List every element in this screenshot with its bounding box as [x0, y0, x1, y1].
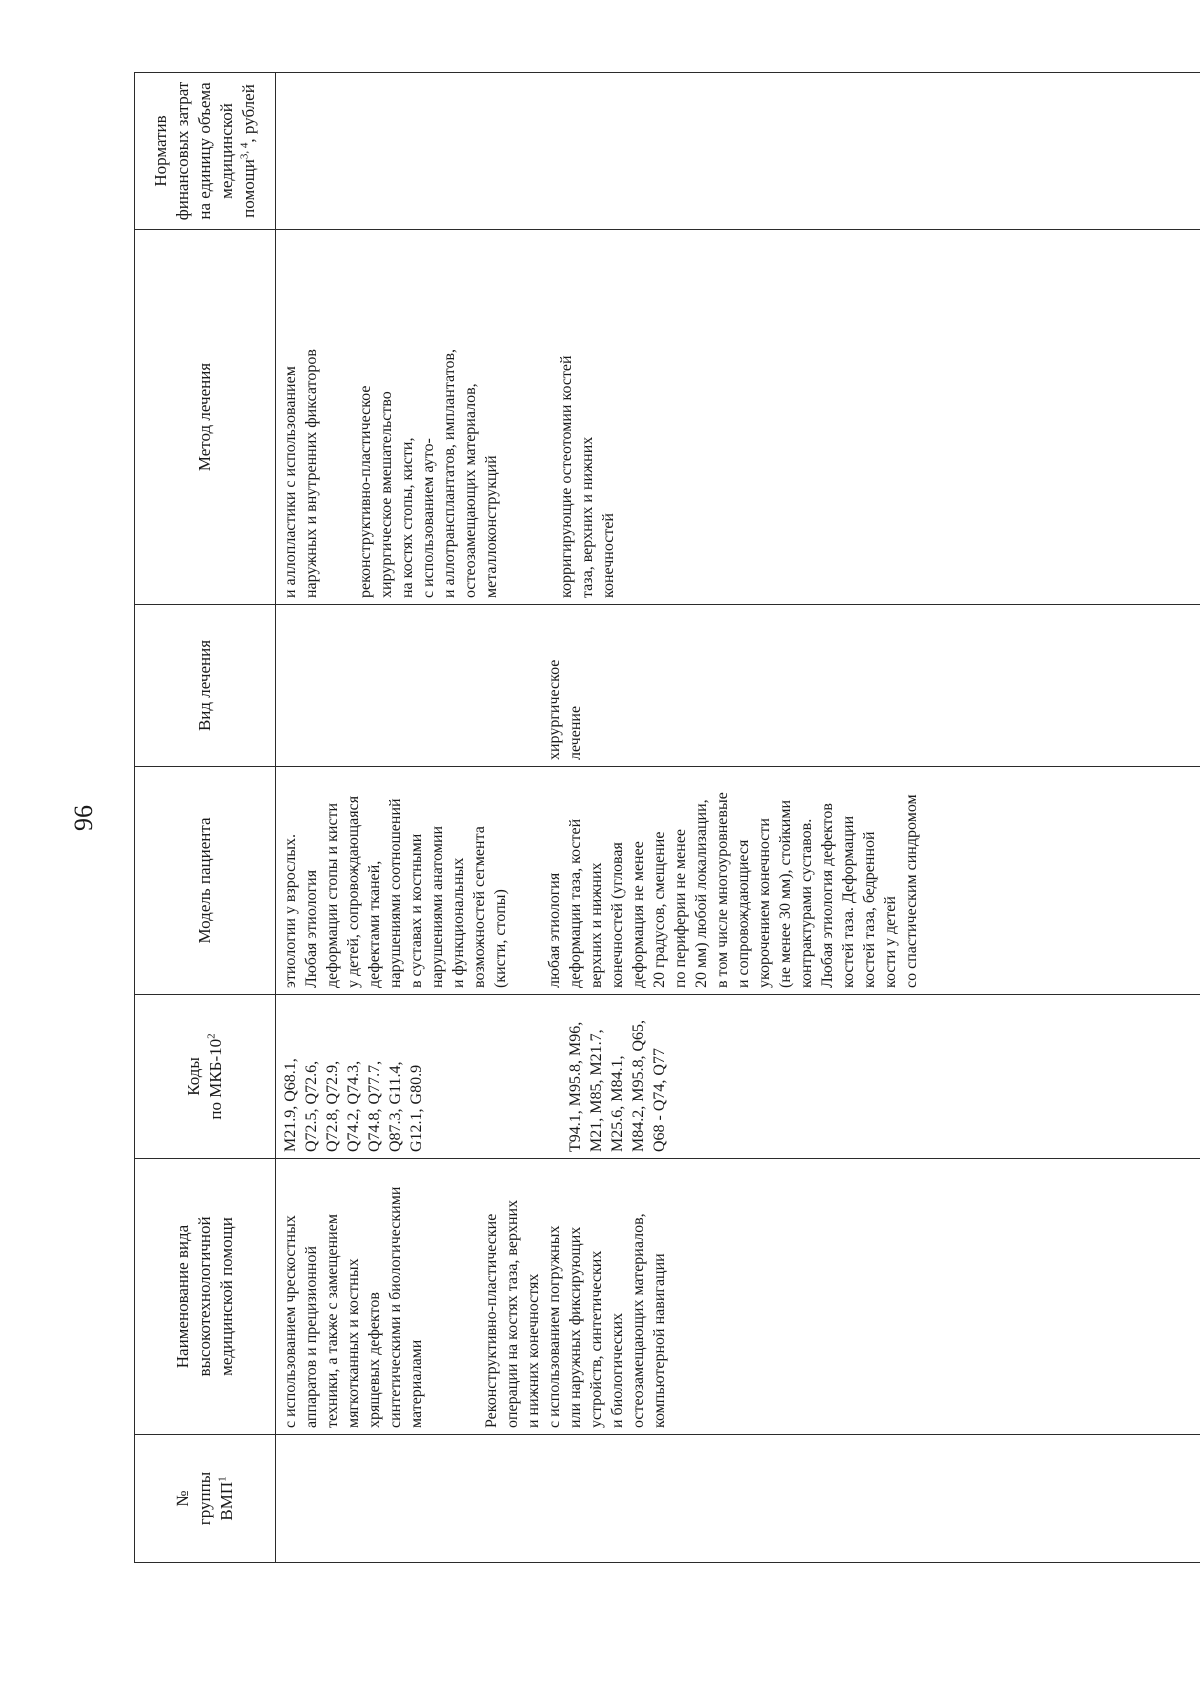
- text-line: Q87.3, G11.4,: [387, 1061, 404, 1152]
- cell-vmp-name: [276, 1159, 1200, 1435]
- cell-cost-norm: [276, 73, 1200, 230]
- text-line: верхних и нижних: [588, 862, 605, 988]
- text-line: возможностей сегмента: [471, 826, 488, 988]
- text-line: Q72.8, Q72.9,: [324, 1060, 341, 1152]
- text-line: у детей, сопровождающаяся: [345, 795, 362, 988]
- cell-icd-codes: [276, 995, 1200, 1159]
- text-line: компьютерной навигации: [651, 1253, 668, 1428]
- header-treatment-type: Вид лечения: [135, 605, 276, 767]
- row-spacer: [427, 1165, 481, 1428]
- treatment-method-lines: [280, 236, 322, 598]
- text-line: материалами: [408, 1339, 425, 1428]
- text-line: реконструктивно-пластическое: [357, 385, 374, 598]
- text-line: G12.1, G80.9: [408, 1064, 425, 1152]
- text-line: дефектами тканей,: [366, 860, 383, 988]
- text-line: Q74.2, Q74.3,: [345, 1060, 362, 1152]
- text-line: и функциональных: [450, 857, 467, 988]
- text-line: на костях стопы, кисти,: [399, 437, 416, 598]
- text-line: и аллотрансплантатов, имплантатов,: [441, 348, 458, 598]
- text-line: и аллопластики с использованием: [282, 366, 299, 598]
- text-line: Любая этиология: [303, 869, 320, 988]
- text-line: любая этиология: [546, 872, 563, 988]
- text-line: аппаратов и прецизионной: [303, 1245, 320, 1428]
- text-line: или наружных фиксирующих: [567, 1226, 584, 1428]
- table-wrapper: [134, 73, 1200, 1563]
- row-spacer: [280, 611, 544, 760]
- text-line: 20 градусов, смещение: [651, 831, 668, 988]
- text-line: M84.2, M95.8, Q65,: [630, 1019, 647, 1152]
- vmp-name-lines: [481, 1165, 670, 1428]
- patient-model-lines: [544, 773, 922, 988]
- text-line: деформации стопы и кисти: [324, 802, 341, 988]
- method-spacer: [322, 236, 355, 598]
- text-line: кости у детей: [882, 896, 899, 988]
- header-name-line: Наименование вида: [173, 1224, 192, 1369]
- header-norm-line: Норматив: [151, 115, 170, 187]
- text-line: Любая этиология дефектов: [819, 803, 836, 988]
- text-line: M25.6, M84.1,: [609, 1055, 626, 1152]
- text-line: нарушениями анатомии: [429, 825, 446, 988]
- patient-model-lines: [280, 773, 511, 988]
- text-line: наружных и внутренних фиксаторов: [303, 349, 320, 598]
- text-line: нарушениями соотношений: [387, 798, 404, 988]
- header-norm-footnote: 3, 4: [238, 142, 251, 160]
- text-line: Q74.8, Q77.7,: [366, 1060, 383, 1152]
- cell-treatment-method: [276, 230, 1200, 605]
- header-icd-codes: [135, 995, 276, 1159]
- text-line: Реконструктивно-пластические: [483, 1213, 500, 1428]
- text-line: с использованием ауто-: [420, 438, 437, 598]
- icd-codes-lines: [565, 1001, 670, 1152]
- header-codes-line: [205, 1001, 227, 1152]
- header-group-text: ВМП: [217, 1481, 236, 1521]
- text-line: мягкотканных и костных: [345, 1258, 362, 1428]
- header-norm-line: [238, 79, 260, 223]
- text-line: корригирующие остеотомии костей: [558, 355, 575, 598]
- text-line: 20 мм) любой локализации,: [693, 799, 710, 988]
- text-line: по периферии не менее: [672, 828, 689, 988]
- treatment-method-lines: [556, 236, 619, 598]
- vmp-name-lines: [280, 1165, 427, 1428]
- text-line: конечностей (угловая: [609, 842, 626, 988]
- text-line: металлоконструкций: [483, 455, 500, 598]
- header-norm-tail: , рублей: [239, 84, 258, 143]
- text-line: в суставах и костными: [408, 833, 425, 988]
- text-line: и сопровождающиеся: [735, 839, 752, 988]
- text-line: и нижних конечностях: [525, 1273, 542, 1428]
- header-norm-text: помощи: [239, 159, 258, 218]
- rotated-page: [134, 73, 1200, 1563]
- text-line: хрящевых дефектов: [366, 1292, 383, 1428]
- text-line: T94.1, M95.8, M96,: [567, 1021, 584, 1152]
- text-line: остеозамещающих материалов,: [630, 1213, 647, 1428]
- text-line: M21.9, Q68.1,: [282, 1058, 299, 1152]
- text-line: с использованием чрескостных: [282, 1215, 299, 1428]
- header-name-line: медицинской помощи: [217, 1217, 236, 1376]
- text-line: операции на костях таза, верхних: [504, 1199, 521, 1428]
- text-line: синтетическими и биологическими: [387, 1186, 404, 1428]
- text-line: этиологии у взрослых.: [282, 834, 299, 988]
- treatment-type-lines: [544, 611, 586, 760]
- text-line: остеозамещающих материалов,: [462, 383, 479, 598]
- row-spacer: [511, 773, 544, 988]
- text-line: деформация не менее: [630, 841, 647, 988]
- header-group-line: группы: [195, 1471, 214, 1526]
- text-line: (кисти, стопы): [492, 889, 509, 988]
- table-row: [276, 73, 1200, 1563]
- header-group-number: [135, 1435, 276, 1563]
- header-norm-line: медицинской: [217, 103, 236, 199]
- text-line: конечностей: [600, 513, 617, 598]
- cell-group: [276, 1435, 1200, 1563]
- text-line: хирургическое вмешательство: [378, 391, 395, 598]
- header-group-line: [216, 1441, 238, 1556]
- text-line: техники, а также с замещением: [324, 1214, 341, 1428]
- cell-patient-model: [276, 767, 1200, 995]
- text-line: контрактурами суставов.: [798, 818, 815, 988]
- text-line: Q72.5, Q72.6,: [303, 1060, 320, 1152]
- treatment-method-lines: [355, 236, 502, 598]
- text-line: со спастическим синдромом: [903, 794, 920, 988]
- text-line: и биологических: [609, 1312, 626, 1428]
- text-line: Q68 - Q74, Q77: [651, 1048, 668, 1152]
- header-vmp-name: [135, 1159, 276, 1435]
- text-line: лечение: [567, 705, 584, 760]
- header-patient-model: Модель пациента: [135, 767, 276, 995]
- header-group-line: №: [173, 1490, 192, 1507]
- text-line: с использованием погружных: [546, 1225, 563, 1428]
- text-line: костей таза. Деформации: [840, 815, 857, 988]
- icd-codes-lines: [280, 1001, 427, 1152]
- header-cost-norm: [135, 73, 276, 230]
- page-number: 96: [69, 805, 98, 831]
- cell-treatment-type: [276, 605, 1200, 767]
- row-spacer: [502, 236, 556, 598]
- text-line: в том числе многоуровневые: [714, 792, 731, 988]
- text-line: (не менее 30 мм), стойкими: [777, 799, 794, 988]
- header-name-line: высокотехнологичной: [195, 1216, 214, 1377]
- row-spacer: [427, 1001, 565, 1152]
- header-norm-line: финансовых затрат: [173, 81, 192, 221]
- header-codes-footnote: 2: [205, 1033, 218, 1039]
- text-line: укорочением конечности: [756, 818, 773, 988]
- text-line: таза, верхних и нижних: [579, 436, 596, 598]
- vmp-table: [134, 72, 1200, 1563]
- text-line: деформации таза, костей: [567, 818, 584, 988]
- table-header-row: [135, 73, 276, 1563]
- header-codes-text: по МКБ-10: [206, 1038, 225, 1120]
- header-treatment-method: Метод лечения: [135, 230, 276, 605]
- text-line: устройств, синтетических: [588, 1250, 605, 1428]
- header-codes-line: Коды: [184, 1057, 203, 1096]
- header-group-footnote: 1: [216, 1476, 229, 1482]
- text-line: хирургическое: [546, 659, 563, 760]
- text-line: M21, M85, M21.7,: [588, 1029, 605, 1152]
- header-norm-line: на единицу объема: [195, 82, 214, 220]
- text-line: костей таза, бедренной: [861, 831, 878, 988]
